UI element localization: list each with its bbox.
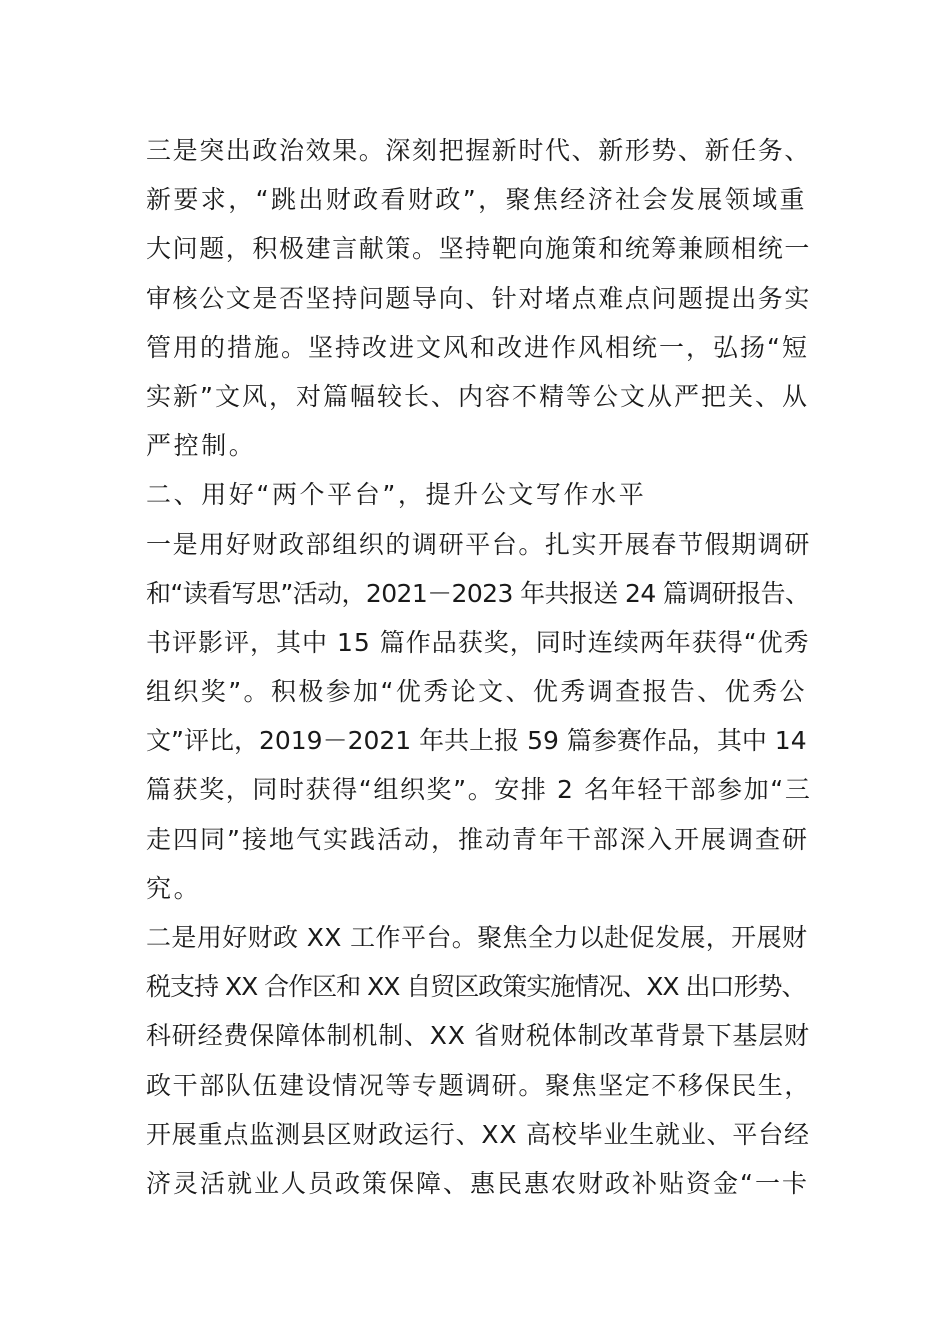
document-body [146,126,812,1208]
paragraph-line: 济灵活就业人员政策保障、惠民惠农财政补贴资金“一卡 [146,1168,809,1198]
paragraph-line: 究。 [146,873,202,903]
paragraph-line: 书评影评，其中 15 篇作品获奖，同时连续两年获得“优秀 [146,627,810,657]
paragraph-line: 新要求，“跳出财政看财政”，聚焦经济社会发展领域重 [146,185,807,215]
section-heading: 二、用好“两个平台”，提升公文写作水平 [146,480,647,510]
paragraph-line: 组织奖”。积极参加“优秀论文、优秀调查报告、优秀公 [146,677,807,707]
paragraph-line: 管用的措施。坚持改进文风和改进作风相统一，弘扬“短 [146,332,809,362]
paragraph-line: 和“读看写思”活动，2021－2023 年共报送 24 篇调研报告、 [146,578,810,608]
paragraph-line: 税支持 XX 合作区和 XX 自贸区政策实施情况、XX 出口形势、 [146,972,806,1002]
paragraph-line: 篇获奖，同时获得“组织奖”。安排 2 名年轻干部参加“三 [146,775,812,805]
paragraph-line: 开展重点监测县区财政运行、XX 高校毕业生就业、平台经 [146,1119,810,1149]
paragraph-line: 二是用好财政 XX 工作平台。聚焦全力以赴促发展，开展财 [146,923,808,952]
paragraph-line: 政干部队伍建设情况等专题调研。聚焦坚定不移保民生， [146,1070,812,1100]
paragraph-line: 审核公文是否坚持问题导向、针对堵点难点问题提出务实 [146,283,812,313]
paragraph-line: 走四同”接地气实践活动，推动青年干部深入开展调查研 [146,824,809,854]
paragraph-line: 实新”文风，对篇幅较长、内容不精等公文从严把关、从 [146,381,809,411]
paragraph-line: 三是突出政治效果。深刻把握新时代、新形势、新任务、 [146,136,812,165]
paragraph-line: 文”评比，2019－2021 年共上报 59 篇参赛作品，其中 14 [146,726,807,756]
paragraph-line: 严控制。 [146,431,257,461]
paragraph-line: 科研经费保障体制机制、XX 省财税体制改革背景下基层财 [146,1021,810,1051]
paragraph-line: 一是用好财政部组织的调研平台。扎实开展春节假期调研 [146,529,812,559]
paragraph-line: 大问题，积极建言献策。坚持靶向施策和统筹兼顾相统一 [146,234,812,264]
